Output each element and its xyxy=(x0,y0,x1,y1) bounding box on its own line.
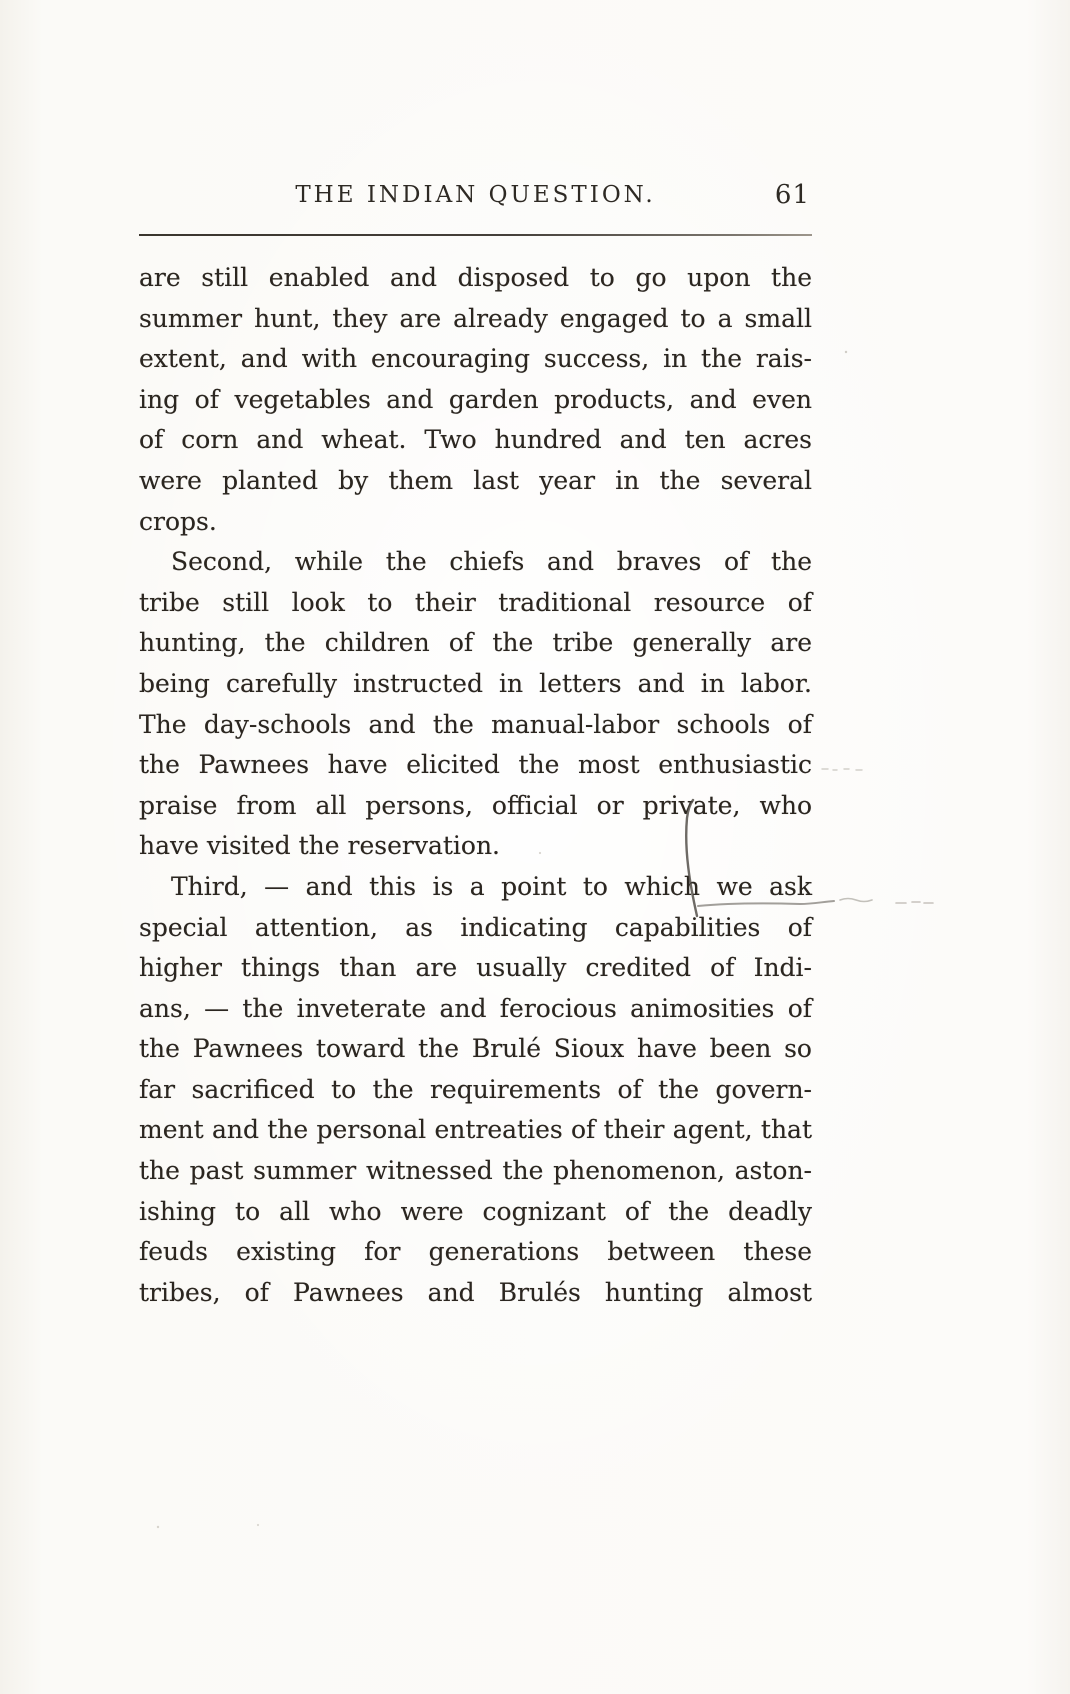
text-line: Second, while the chiefs and braves of the xyxy=(171,547,812,577)
page-title: THE INDIAN QUESTION. xyxy=(295,182,656,208)
margin-dot-marks xyxy=(822,769,862,770)
text-line: the past summer witnessed the phenomenon, aston- xyxy=(139,1156,812,1186)
text-line: have visited the reservation. xyxy=(139,831,500,861)
speckle-mark xyxy=(257,1524,259,1526)
pen-wavy-tail-mark xyxy=(840,899,872,902)
text-line: special attention, as indicating capabilities of xyxy=(139,912,812,942)
text-line: being carefully instructed in letters and in labor. xyxy=(139,668,812,698)
running-head xyxy=(139,182,812,216)
text-line: crops. xyxy=(139,506,217,536)
speckle-mark xyxy=(845,351,847,353)
speckle-mark xyxy=(157,1526,159,1528)
header-rule xyxy=(139,234,812,236)
text-line: feuds existing for generations between these xyxy=(139,1237,812,1267)
text-line: of corn and wheat. Two hundred and ten acres xyxy=(139,425,812,455)
text-line: summer hunt, they are already engaged to a small xyxy=(139,303,812,333)
text-line: the Pawnees have elicited the most enthusiastic xyxy=(139,750,812,780)
page-number: 61 xyxy=(774,180,810,210)
text-line: praise from all persons, official or private, who xyxy=(139,790,812,820)
margin-dash-marks xyxy=(896,902,933,903)
text-block xyxy=(139,258,812,1313)
text-line: ans, — the inveterate and ferocious animosities of xyxy=(139,993,812,1023)
text-line: Third, — and this is a point to which we ask xyxy=(171,871,812,901)
text-line: hunting, the children of the tribe generally are xyxy=(139,628,812,658)
text-line: the Pawnees toward the Brulé Sioux have been so xyxy=(139,1034,812,1064)
text-line: ishing to all who were cognizant of the deadly xyxy=(139,1196,812,1226)
text-line: The day-schools and the manual-labor schools of xyxy=(139,709,812,739)
text-line: are still enabled and disposed to go upon the xyxy=(139,263,812,292)
text-line: were planted by them last year in the several xyxy=(139,465,812,495)
text-line: ment and the personal entreaties of their agent, that xyxy=(139,1115,812,1145)
text-line: extent, and with encouraging success, in the rais- xyxy=(139,344,812,374)
text-line: far sacrificed to the requirements of the govern- xyxy=(139,1074,812,1104)
text-line: higher things than are usually credited of Indi- xyxy=(139,953,812,983)
text-line: tribe still look to their traditional resource of xyxy=(139,587,812,617)
text-line: ing of vegetables and garden products, and even xyxy=(139,384,812,414)
text-line: tribes, of Pawnees and Brulés hunting almost xyxy=(139,1277,812,1307)
